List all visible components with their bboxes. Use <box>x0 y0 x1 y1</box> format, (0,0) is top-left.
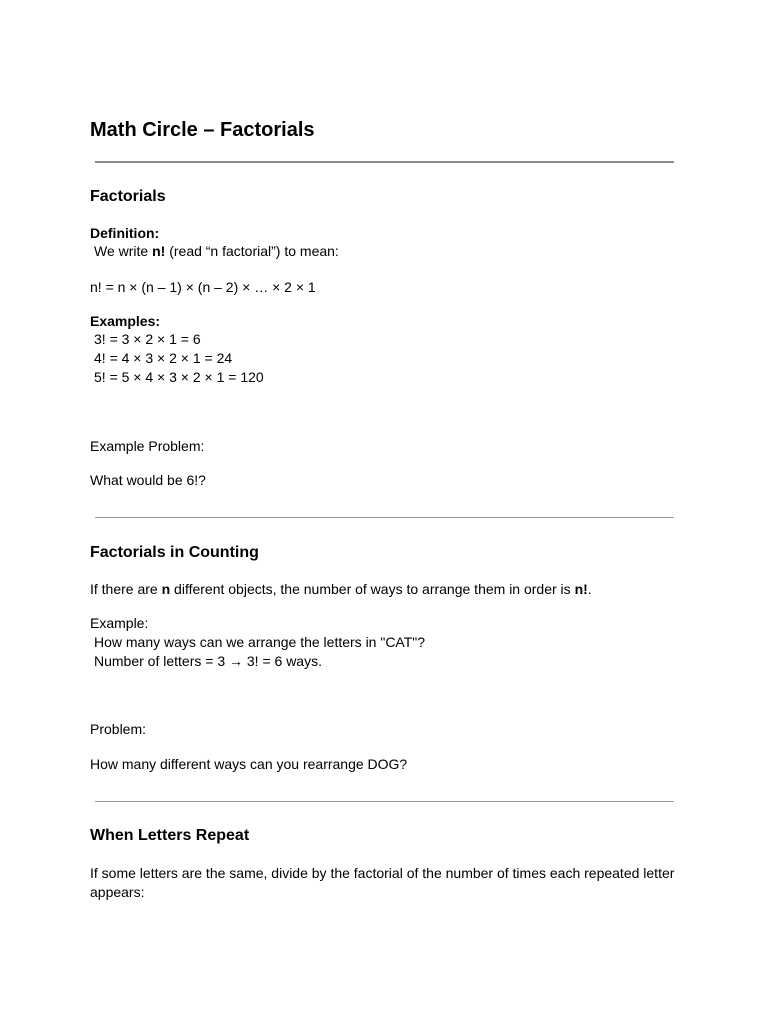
counting-example-line: Number of letters = 3 → 3! = 6 ways. <box>94 653 322 669</box>
section-heading-repeat: When Letters Repeat <box>90 827 250 844</box>
example-line: 3! = 3 × 2 × 1 = 6 <box>94 331 201 347</box>
counting-intro-post: . <box>587 581 592 597</box>
section-divider <box>95 801 674 802</box>
example-problem-label: Example Problem: <box>90 438 205 454</box>
repeat-intro: If some letters are the same, divide by the factorial of the number of times each repeated letter appears: <box>90 865 675 900</box>
counting-intro <box>90 580 592 599</box>
counting-intro-pre: If there are <box>90 581 162 597</box>
page-title: Math Circle – Factorials <box>90 119 315 141</box>
counting-problem-label: Problem: <box>90 721 147 737</box>
counting-problem-text: How many different ways can you rearrange DOG? <box>90 756 408 772</box>
definition-post: (read “n factorial”) to mean: <box>165 243 339 259</box>
counting-intro-bold-n: n <box>161 581 171 597</box>
counting-intro-mid: different objects, the number of ways to arrange them in order is <box>170 581 575 597</box>
definition-label: Definition: <box>90 225 160 241</box>
factorial-formula: n! = n × (n – 1) × (n – 2) × … × 2 × 1 <box>90 279 316 295</box>
definition-text <box>94 242 339 261</box>
section-divider <box>95 517 674 518</box>
counting-example-label: Example: <box>90 615 149 631</box>
example-line: 5! = 5 × 4 × 3 × 2 × 1 = 120 <box>94 369 264 385</box>
example-problem-text: What would be 6!? <box>90 472 206 488</box>
definition-bold: n! <box>152 243 166 259</box>
definition-pre: We write <box>94 243 153 259</box>
section-heading-counting: Factorials in Counting <box>90 544 259 561</box>
title-divider <box>95 161 674 163</box>
section-heading-factorials: Factorials <box>90 188 166 205</box>
counting-example-line: How many ways can we arrange the letters in "CAT"? <box>94 634 426 650</box>
example-line: 4! = 4 × 3 × 2 × 1 = 24 <box>94 350 233 366</box>
counting-intro-bold-nfact: n! <box>574 581 588 597</box>
examples-label: Examples: <box>90 313 161 329</box>
